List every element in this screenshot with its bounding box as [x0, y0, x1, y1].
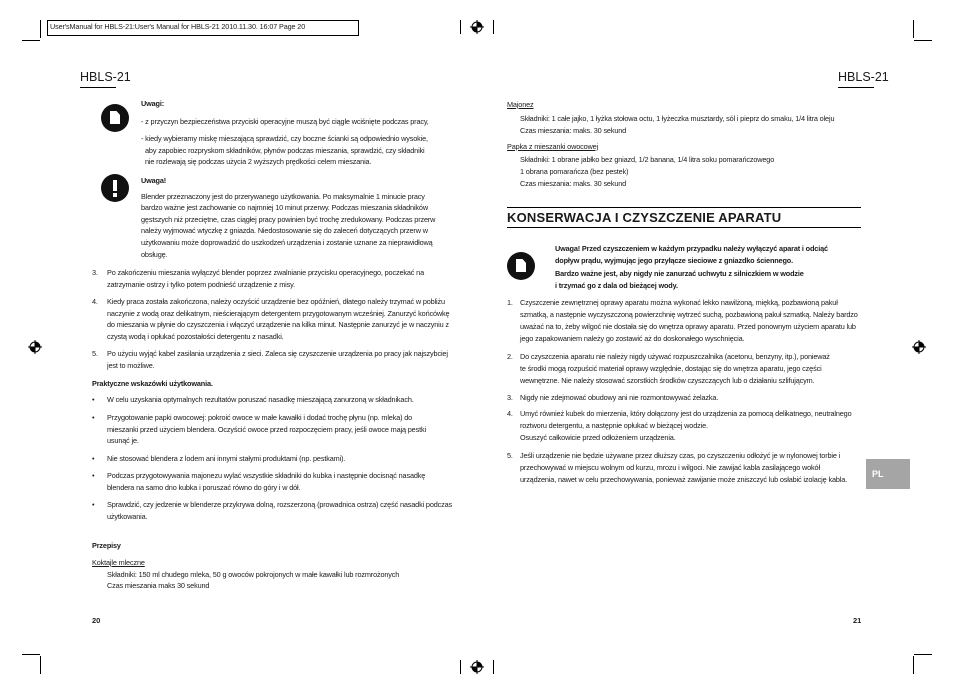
step-line: Czyszczenie zewnętrznej oprawy aparatu można wykonać lekko nawilżoną, miękką, pozbawioną pakuł: [520, 298, 838, 307]
caution-line: Bardzo ważne jest, aby nigdy nie zanurzać uchwytu z silniczkiem w wodzie: [555, 269, 804, 278]
warning-line: gęstszych niż przeciętne, czas ciągłej pracy powinien być trochę zredukowany. Podczas przerw: [141, 215, 436, 224]
bullet: •: [92, 413, 95, 422]
step-number: 4.: [92, 297, 98, 306]
step-line: Jeśli urządzenie nie będzie używane przez dłuższy czas, po czyszczeniu odłożyć je w nylonowej torbie i: [520, 451, 841, 460]
note-line: nie rozlewają się podczas użycia 2 wyższych prędkości celem mieszania.: [145, 157, 372, 166]
note-title: Uwagi:: [141, 99, 165, 108]
crop-mark: [40, 656, 41, 674]
recipe-title: Papka z mieszanki owocowej: [507, 142, 599, 151]
step-line: urządzenia, nawet w celu przechowywania, ponieważ zawijanie może zniszczyć lub osłabić izolację kabla.: [520, 475, 848, 484]
section-title: KONSERWACJA I CZYSZCZENIE APARATU: [507, 210, 782, 225]
tip-line: blendera na samo dno kubka i poruszać równo do góry i w dół.: [107, 483, 301, 492]
step-line: jest to możliwe.: [107, 361, 155, 370]
step-line: naczynie z wodą oraz delikatnym, nieścierającym detergentem przygotowanym wcześniej. Zanurzyć końcówkę: [107, 309, 450, 318]
registration-mark-icon: [470, 20, 484, 34]
step-number: 3.: [92, 268, 98, 277]
step-line: Do czyszczenia aparatu nie należy nigdy używać rozpuszczalnika (acetonu, benzyny, itp.), ponieważ: [520, 352, 830, 361]
step-line: Umyć również kubek do mierzenia, który dołączony jest do urządzenia za pomocą delikatnego, neutralnego: [520, 409, 852, 418]
recipe-line: Składniki: 150 ml chudego mleka, 50 g owoców pokrojonych w małe kawałki lub rozmrożonych: [107, 570, 400, 579]
step-line: Nigdy nie zdejmować obudowy ani nie rozmontowywać żelazka.: [520, 393, 719, 402]
step-line: uważać na to, żeby wilgoć nie dostała się do wnętrza oprawy aparatu. Przed ponownym użyciem aparatu lub: [520, 322, 856, 331]
crop-mark: [493, 20, 494, 34]
step-line: do mieszania w płynie do czyszczenia i włączyć urządzenie na kilka minut. Następnie zanurzyć je w naczyniu z: [107, 320, 449, 329]
recipe-line: Czas mieszania maks 30 sekund: [107, 581, 210, 590]
caution-line: Uwaga! Przed czyszczeniem w każdym przypadku należy wyłączyć aparat i odciąć: [555, 244, 828, 253]
crop-mark: [914, 40, 932, 41]
warning-icon: [101, 174, 129, 202]
step-line: roztworu detergentu, a następnie opłukać w bieżącej wodzie.: [520, 421, 708, 430]
step-number: 4.: [507, 409, 513, 418]
warning-line: należy wyjmować wtyczkę z gniazda. Niedostosowanie się do zaleceń dotyczących przerw w: [141, 226, 428, 235]
step-line: zatrzymanie ostrzy i tylko potem podnieść urządzenie z misy.: [107, 280, 295, 289]
step-line: Po zakończeniu mieszania wyłączyć blender poprzez zwalnianie przycisku operacyjnego, poczekać na: [107, 268, 424, 277]
recipes-title: Przepisy: [92, 541, 121, 550]
crop-mark: [460, 660, 461, 674]
left-header-rule: [80, 87, 116, 88]
crop-mark: [493, 660, 494, 674]
caution-line: dopływ prądu, wyjmując jego przyłącze sieciowe z gniazdko ściennego.: [555, 256, 793, 265]
step-line: jego zapakowaniem należy go zostawić aż do doskonałego wyschnięcia.: [520, 334, 745, 343]
step-line: Kiedy praca została zakończona, należy oczyścić urządzenie bez opóźnień, dłatego należy trzymać w pobliżu: [107, 297, 445, 306]
crop-mark: [40, 20, 41, 38]
caution-line: i trzymać go z dala od bieżącej wody.: [555, 281, 678, 290]
page-number-left: 20: [92, 616, 101, 625]
bullet: •: [92, 454, 95, 463]
recipe-line: 1 obrana pomarańcza (bez pestek): [520, 167, 629, 176]
crop-mark: [460, 20, 461, 34]
bullet: •: [92, 471, 95, 480]
recipe-title: Majonez: [507, 100, 534, 109]
print-info: User'sManual for HBLS-21:User's Manual for HBLS-21 2010.11.30. 16:07 Page 20: [50, 22, 306, 31]
warning-line: użytkowaniu może doprowadzić do uszkodzeń urządzenia i zostanie uznane za nieprawidłową: [141, 238, 433, 247]
step-number: 5.: [92, 349, 98, 358]
step-line: wewnętrzne. Nie należy stosować szorstkich środków czyszczących lub o działaniu szlifującym.: [520, 376, 815, 385]
bullet: •: [92, 395, 95, 404]
crop-mark: [22, 654, 40, 655]
note-line: - kiedy wybieramy miskę mieszającą sprawdzić, czy boczne ścianki są odpowiednio wysokie,: [141, 134, 428, 143]
step-line: czystą wodą i opłukać pozostałości detergentu z nasadki.: [107, 332, 284, 341]
right-header-rule: [838, 87, 874, 88]
recipe-title: Koktajle mleczne: [92, 558, 145, 567]
crop-mark: [913, 656, 914, 674]
tip-line: Nie stosować blendera z lodem ani innymi stałymi produktami (np. pestkami).: [107, 454, 346, 463]
warning-line: bardzo ważne jest zachowanie co najmniej 10 minut przerwy. Podczas mieszania składników: [141, 203, 428, 212]
warning-line: obsługę.: [141, 250, 168, 259]
step-line: te środki mogą rozpuścić materiał oprawy względnie, dostając się do wnętrza aparatu, jego części: [520, 364, 822, 373]
crop-mark: [913, 20, 914, 38]
section-rule-top: [507, 207, 861, 208]
warning-line: Blender przeznaczony jest do przerywanego użytkowania. Po maksymalnie 1 minucie pracy: [141, 192, 425, 201]
crop-mark: [22, 40, 40, 41]
step-number: 2.: [507, 352, 513, 361]
right-header: HBLS-21: [838, 70, 889, 84]
left-header: HBLS-21: [80, 70, 131, 84]
step-number: 1.: [507, 298, 513, 307]
recipe-line: Składniki: 1 obrane jabłko bez gniazd, 1/2 banana, 1/4 litra soku pomarańczowego: [520, 155, 775, 164]
language-tab: [866, 459, 910, 489]
tip-line: Przygotowanie papki owocowej: pokroić owoce w małe kawałki i dodać trochę płynu (np. mleka) do: [107, 413, 413, 422]
step-line: szmatką, a następnie wyczyszczoną powierzchnię wytrzeć suchą, pozbawioną pakuł szmatką. Należy bardzo: [520, 310, 858, 319]
registration-mark-icon: [912, 340, 926, 354]
tip-line: W celu uzyskania optymalnych rezultatów poruszać nasadkę mieszającą zanurzoną w składnikach.: [107, 395, 414, 404]
note-line: - z przyczyn bezpieczeństwa przyciski operacyjne muszą być ciągle wciśnięte podczas pracy,: [141, 117, 429, 126]
section-rule-bottom: [507, 227, 861, 228]
recipe-line: Czas mieszania: maks. 30 sekund: [520, 179, 627, 188]
step-line: Po użyciu wyjąć kabel zasilania urządzenia z sieci. Zaleca się czyszczenie urządzenia po pracy jak najszybciej: [107, 349, 448, 358]
recipe-line: Składniki: 1 całe jajko, 1 łyżka stołowa octu, 1 łyżeczka musztardy, sól i pieprz do smaku, 1/4 litra oleju: [520, 114, 835, 123]
step-number: 3.: [507, 393, 513, 402]
tips-title: Praktyczne wskazówki użytkowania.: [92, 379, 213, 388]
registration-mark-icon: [28, 340, 42, 354]
bullet: •: [92, 500, 95, 509]
crop-mark: [914, 654, 932, 655]
note-icon: [507, 252, 535, 280]
warning-title: Uwaga!: [141, 176, 167, 185]
step-line: przechowywać w miejscu wolnym od kurzu, mrozu i wilgoci. Nie zawijać kabla zasilającego wokół: [520, 463, 820, 472]
note-line: aby zapobiec rozpryskom składników, płynów podczas mieszania, sprawdzić, czy składniki: [145, 146, 425, 155]
step-line: Osuszyć całkowicie przed odłożeniem urządzenia.: [520, 433, 676, 442]
tip-line: Sprawdzić, czy jedzenie w blenderze przykrywa dolną, rozszerzoną (prowadnica ostrza) część nasadki podczas: [107, 500, 453, 509]
registration-mark-icon: [470, 660, 484, 674]
tip-line: Podczas przygotowywania majonezu wylać wszystkie składniki do kubka i następnie docisnąć nasadkę: [107, 471, 426, 480]
tip-line: usunąć je.: [107, 436, 139, 445]
page-number-right: 21: [853, 616, 862, 625]
step-number: 5.: [507, 451, 513, 460]
recipe-line: Czas mieszania: maks. 30 sekund: [520, 126, 627, 135]
tip-line: mieszanki przed użyciem blendera. Oczyścić owoce przed rozpoczęciem pracy, jeśli owoce mają pestki: [107, 425, 426, 434]
language-tab-label: PL: [872, 469, 884, 479]
tip-line: użytkowania.: [107, 512, 148, 521]
note-icon: [101, 104, 129, 132]
